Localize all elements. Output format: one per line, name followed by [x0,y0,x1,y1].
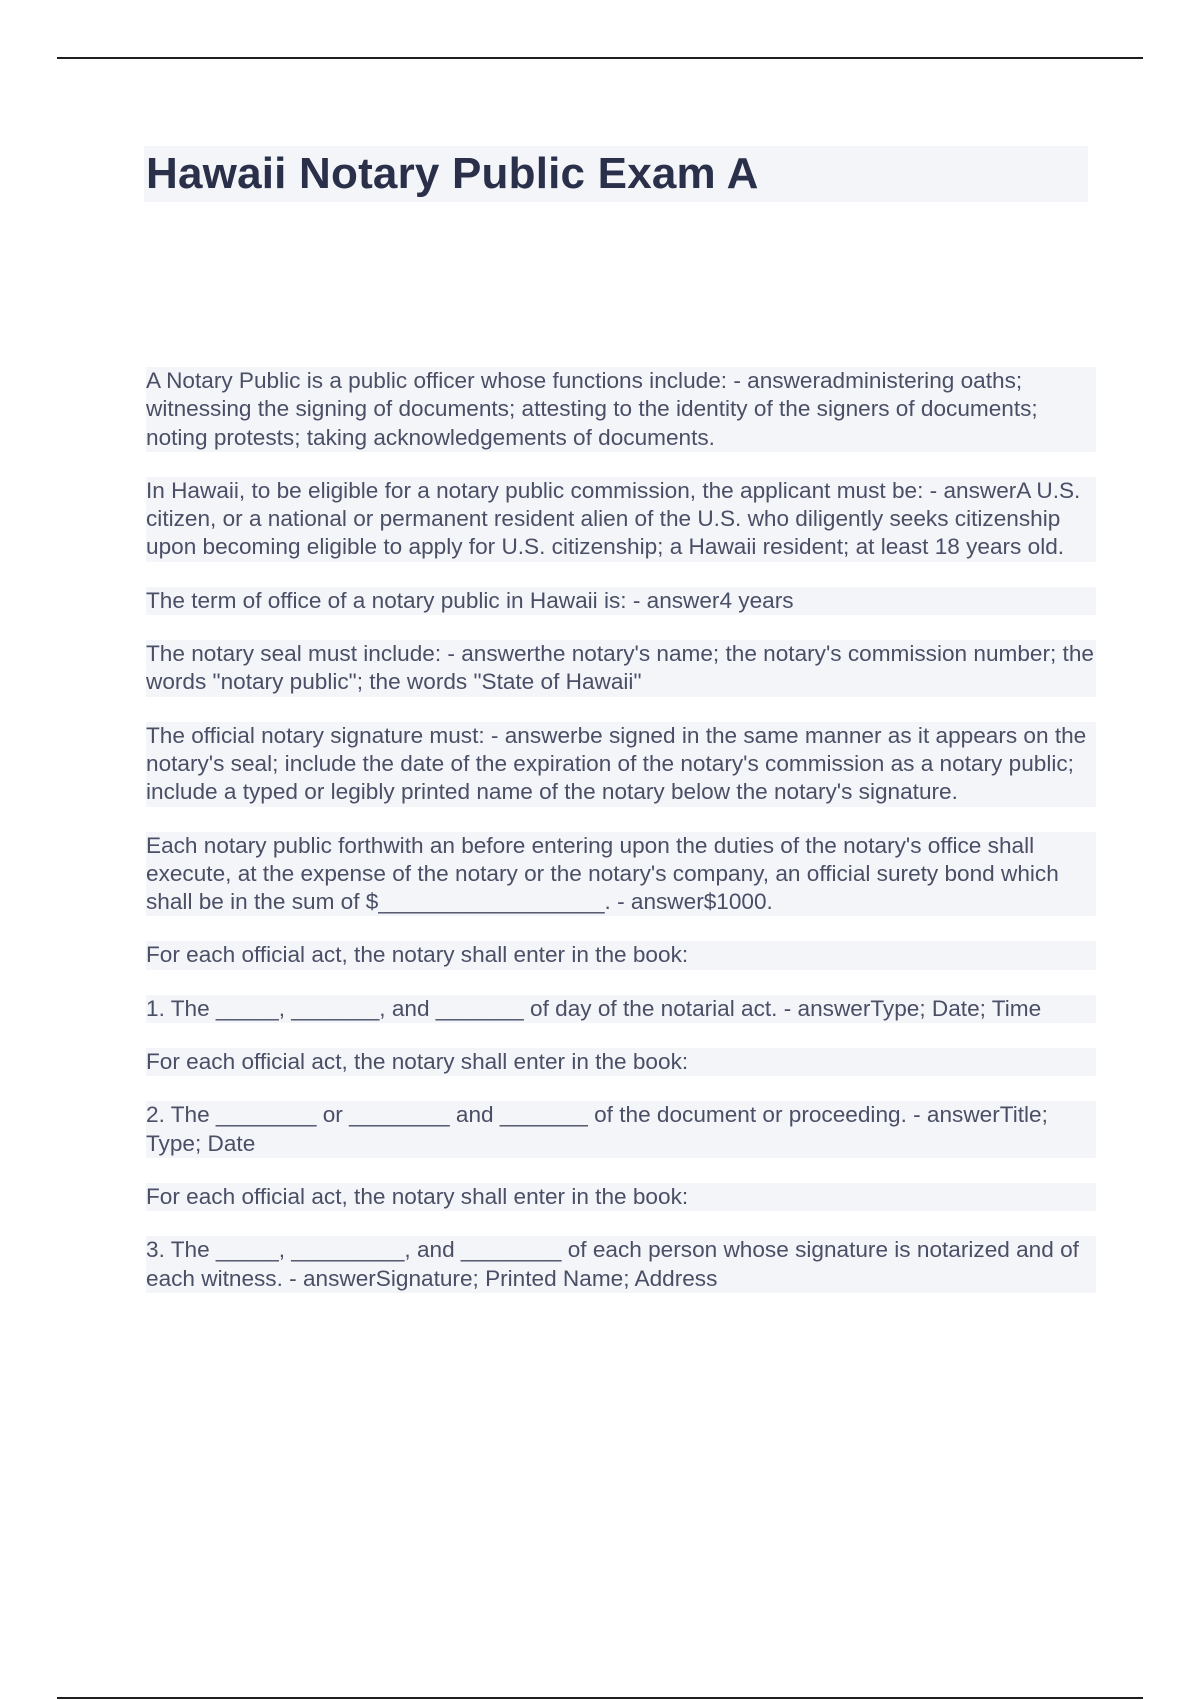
paragraph-book-entry-intro-2: For each official act, the notary shall enter in the book: [146,1048,1096,1076]
document-body [146,367,1096,1318]
paragraph-book-entry-intro-1: For each official act, the notary shall enter in the book: [146,941,1096,969]
paragraph-eligibility: In Hawaii, to be eligible for a notary public commission, the applicant must be: - answerA U.S. citizen, or a national or permanent resident alien of the U.S. who diligently seeks citizenship upon becoming eligible to apply for U.S. citizenship; a Hawaii resident; at least 18 years old. [146,477,1096,562]
bottom-divider [57,1697,1143,1699]
page-title: Hawaii Notary Public Exam A [146,149,759,198]
paragraph-official-signature: The official notary signature must: - answerbe signed in the same manner as it appears on the notary's seal; include the date of the expiration of the notary's commission as a notary public; include a typed or legibly printed name of the notary below the notary's signature. [146,722,1096,807]
top-divider [57,57,1143,59]
paragraph-notary-seal: The notary seal must include: - answerthe notary's name; the notary's commission number; the words "notary public"; the words "State of Hawaii" [146,640,1096,697]
paragraph-book-entry-2: 2. The ________ or ________ and _______ of the document or proceeding. - answerTitle; Type; Date [146,1101,1096,1158]
paragraph-book-entry-3: 3. The _____, _________, and ________ of each person whose signature is notarized and of each witness. - answerSignature; Printed Name; Address [146,1236,1096,1293]
paragraph-surety-bond: Each notary public forthwith an before entering upon the duties of the notary's office shall execute, at the expense of the notary or the notary's company, an official surety bond which shall be in the sum of $__________________. - answer$1000. [146,832,1096,917]
paragraph-notary-functions: A Notary Public is a public officer whose functions include: - answeradministering oaths; witnessing the signing of documents; attesting to the identity of the signers of documents; noting protests; taking acknowledgements of documents. [146,367,1096,452]
paragraph-term-of-office: The term of office of a notary public in Hawaii is: - answer4 years [146,587,1096,615]
paragraph-book-entry-intro-3: For each official act, the notary shall enter in the book: [146,1183,1096,1211]
paragraph-book-entry-1: 1. The _____, _______, and _______ of day of the notarial act. - answerType; Date; Time [146,995,1096,1023]
